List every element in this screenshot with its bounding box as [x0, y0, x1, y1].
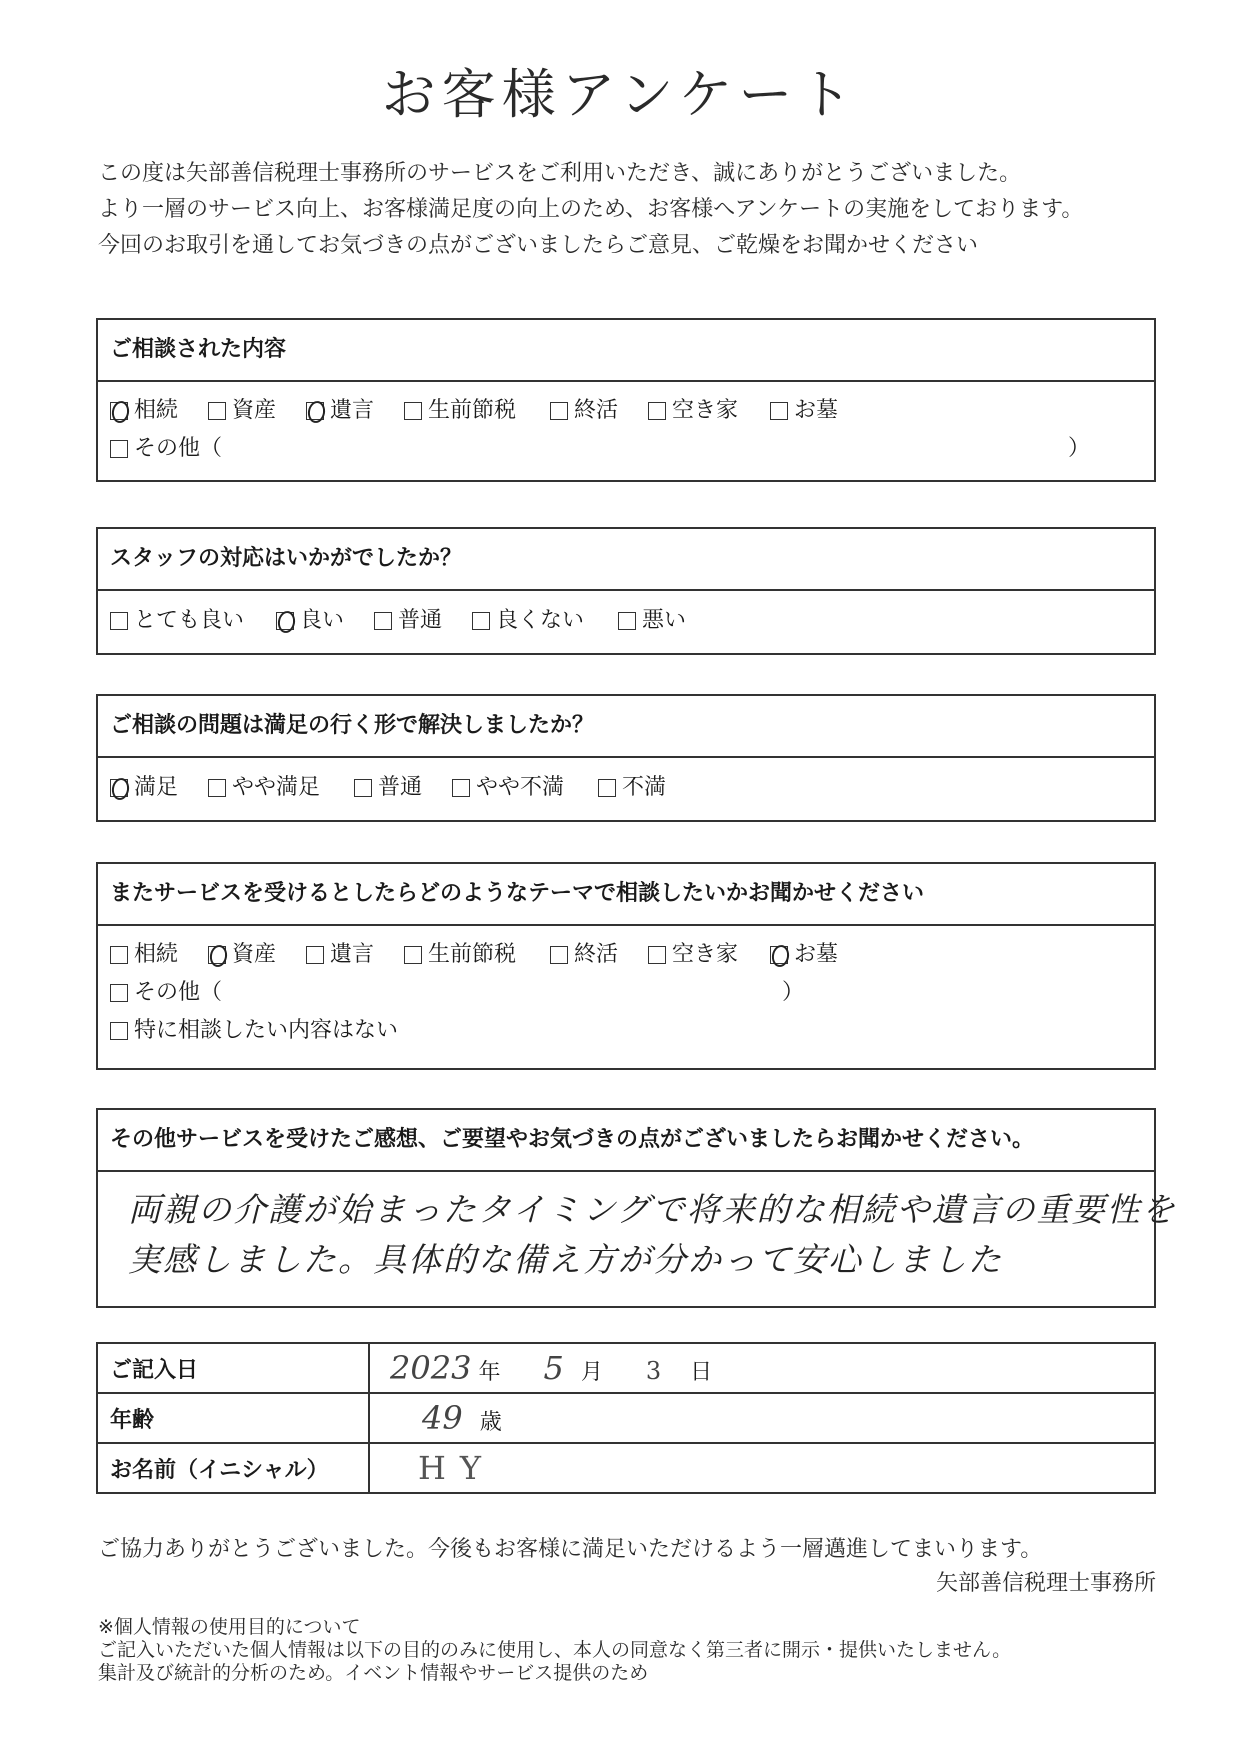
- checkbox-icon[interactable]: [472, 612, 490, 630]
- age-unit: 歳: [479, 1410, 502, 1435]
- checkbox-option[interactable]: 良い: [276, 606, 344, 636]
- respondent-info-table: [96, 1342, 1156, 1494]
- checkbox-icon[interactable]: [110, 984, 128, 1002]
- checkbox-option[interactable]: 資産: [208, 396, 276, 426]
- checkbox-icon[interactable]: [306, 402, 324, 420]
- checkbox-icon[interactable]: [550, 402, 568, 420]
- checkbox-icon[interactable]: [110, 440, 128, 458]
- age-field[interactable]: [369, 1393, 1155, 1443]
- name-label: お名前（イニシャル）: [97, 1443, 369, 1493]
- checkbox-icon[interactable]: [110, 402, 128, 420]
- name-field[interactable]: [369, 1443, 1155, 1493]
- checkbox-option[interactable]: お墓: [770, 396, 838, 426]
- checkbox-option[interactable]: とても良い: [110, 606, 244, 636]
- staff-response-section: [96, 527, 1156, 655]
- checkbox-icon[interactable]: [550, 946, 568, 964]
- intro-line: より一層のサービス向上、お客様満足度の向上のため、お客様へアンケートの実施をしております。: [98, 197, 1084, 222]
- checkbox-option[interactable]: 相続: [110, 940, 178, 970]
- section-heading: スタッフの対応はいかがでしたか？: [98, 529, 1154, 591]
- year-unit: 年: [478, 1360, 501, 1385]
- checkbox-option[interactable]: 普通: [374, 606, 442, 636]
- age-value: 49: [422, 1399, 463, 1437]
- other-close-paren: ）: [782, 980, 805, 1005]
- month-value: 5: [543, 1349, 564, 1387]
- checkbox-icon[interactable]: [110, 779, 128, 797]
- section-heading: またサービスを受けるとしたらどのようなテーマで相談したいかお聞かせください: [98, 864, 1154, 926]
- checkbox-icon[interactable]: [110, 612, 128, 630]
- checkbox-icon[interactable]: [618, 612, 636, 630]
- checkbox-option[interactable]: 終活: [550, 940, 618, 970]
- future-topics-section: [96, 862, 1156, 1070]
- other-row: [110, 434, 1140, 464]
- name-value: HY: [418, 1449, 496, 1487]
- checkbox-option[interactable]: 遺言: [306, 940, 374, 970]
- checkbox-option[interactable]: 終活: [550, 396, 618, 426]
- page-title: お客様アンケート: [381, 63, 859, 126]
- privacy-line: ご記入いただいた個人情報は以下の目的のみに使用し、本人の同意なく第三者に開示・提供いたしません。: [98, 1639, 1012, 1661]
- checkbox-option[interactable]: 空き家: [648, 396, 738, 426]
- day-value: 3: [645, 1357, 662, 1385]
- office-name: 矢部善信税理士事務所: [935, 1571, 1156, 1596]
- checkbox-option[interactable]: 空き家: [648, 940, 738, 970]
- checkbox-option-other[interactable]: その他（: [110, 434, 222, 464]
- checkbox-icon[interactable]: [354, 779, 372, 797]
- checkbox-option[interactable]: 資産: [208, 940, 276, 970]
- table-row: [97, 1393, 1155, 1443]
- consultation-content-section: [96, 318, 1156, 482]
- checkbox-icon[interactable]: [208, 402, 226, 420]
- checkbox-icon[interactable]: [648, 946, 666, 964]
- feedback-section: [96, 1108, 1177, 1308]
- table-row: [97, 1343, 1155, 1393]
- checkbox-icon[interactable]: [770, 946, 788, 964]
- checkbox-icon[interactable]: [276, 612, 294, 630]
- day-unit: 日: [690, 1360, 713, 1385]
- section-heading: その他サービスを受けたご感想、ご要望やお気づきの点がございましたらお聞かせください。: [98, 1110, 1154, 1172]
- checkbox-option[interactable]: 生前節税: [404, 940, 516, 970]
- checkbox-option[interactable]: 相続: [110, 396, 178, 426]
- privacy-line: ※個人情報の使用目的について: [98, 1616, 361, 1638]
- other-close-paren: ）: [1068, 436, 1091, 461]
- year-value: 2023: [390, 1349, 472, 1387]
- checkbox-icon[interactable]: [452, 779, 470, 797]
- checkbox-icon[interactable]: [110, 1022, 128, 1040]
- checkbox-icon[interactable]: [598, 779, 616, 797]
- checkbox-option[interactable]: やや満足: [208, 773, 320, 803]
- checkbox-icon[interactable]: [110, 946, 128, 964]
- checkbox-option[interactable]: 生前節税: [404, 396, 516, 426]
- checkbox-icon[interactable]: [306, 946, 324, 964]
- checkbox-icon[interactable]: [208, 946, 226, 964]
- other-row: [110, 978, 1140, 1008]
- checkbox-icon[interactable]: [404, 402, 422, 420]
- intro-line: この度は矢部善信税理士事務所のサービスをご利用いただき、誠にありがとうございました。: [98, 161, 1022, 186]
- checkbox-option-none[interactable]: 特に相談したい内容はない: [110, 1016, 398, 1046]
- date-field[interactable]: [369, 1343, 1155, 1393]
- satisfaction-section: [96, 694, 1156, 822]
- privacy-line: 集計及び統計的分析のため。イベント情報やサービス提供のため: [98, 1662, 649, 1684]
- section-heading: ご相談された内容: [98, 320, 1154, 382]
- handwritten-answer-line: 両親の介護が始まったタイミングで将来的な相続や遺言の重要性を: [128, 1190, 1177, 1229]
- checkbox-icon[interactable]: [404, 946, 422, 964]
- checkbox-option[interactable]: 不満: [598, 773, 666, 803]
- checkbox-option-other[interactable]: その他（: [110, 978, 222, 1008]
- checkbox-option[interactable]: 普通: [354, 773, 422, 803]
- checkbox-icon[interactable]: [208, 779, 226, 797]
- thanks-message: ご協力ありがとうございました。今後もお客様に満足いただけるよう一層邁進してまいります。: [98, 1537, 1043, 1562]
- month-unit: 月: [580, 1360, 603, 1385]
- checkbox-icon[interactable]: [770, 402, 788, 420]
- checkbox-option[interactable]: やや不満: [452, 773, 564, 803]
- checkbox-option[interactable]: 悪い: [618, 606, 686, 636]
- age-label: 年齢: [97, 1393, 369, 1443]
- date-label: ご記入日: [97, 1343, 369, 1393]
- intro-line: 今回のお取引を通してお気づきの点がございましたらご意見、ご乾燥をお聞かせください: [98, 233, 979, 258]
- checkbox-option[interactable]: 満足: [110, 773, 178, 803]
- checkbox-icon[interactable]: [374, 612, 392, 630]
- checkbox-option[interactable]: 良くない: [472, 606, 584, 636]
- table-row: [97, 1443, 1155, 1493]
- checkbox-option[interactable]: 遺言: [306, 396, 374, 426]
- privacy-notice: [98, 1616, 1011, 1685]
- intro-text: [98, 156, 1083, 264]
- checkbox-option[interactable]: お墓: [770, 940, 838, 970]
- handwritten-answer-line: 実感しました。具体的な備え方が分かって安心しました: [128, 1240, 1003, 1279]
- section-heading: ご相談の問題は満足の行く形で解決しましたか？: [98, 696, 1154, 758]
- checkbox-icon[interactable]: [648, 402, 666, 420]
